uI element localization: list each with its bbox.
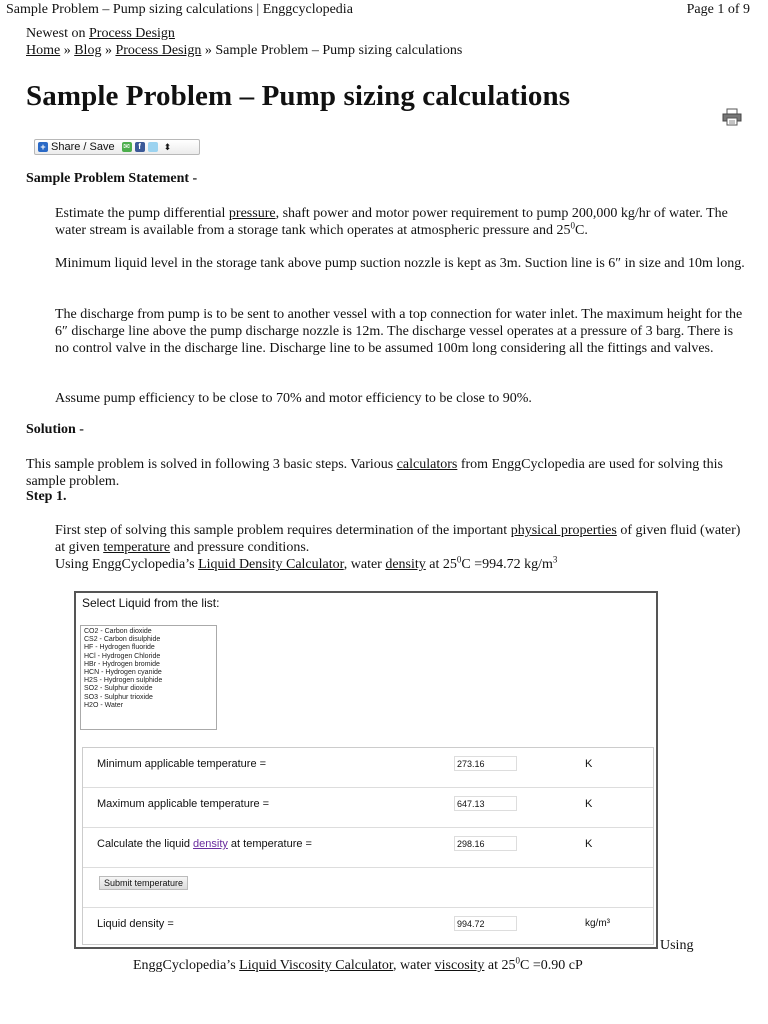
liquid-option[interactable]: SO3 - Sulphur trioxide [84,693,153,701]
liquid-density-unit: kg/m³ [585,918,610,929]
pressure-link[interactable]: pressure [228,206,276,221]
max-temp-field[interactable]: 647.13 [454,796,517,811]
select-liquid-label: Select Liquid from the list: [82,596,220,610]
twitter-icon [148,142,158,152]
breadcrumb-blog-link[interactable]: Blog [74,43,102,58]
liquid-density-calculator-screenshot [74,591,658,949]
max-temp-row [83,788,653,828]
liquid-density-calculator-link[interactable]: Liquid Density Calculator [198,557,344,572]
dropdown-arrow-icon: ⬍ [163,141,172,152]
min-temp-unit: K [585,758,593,770]
liquid-listbox[interactable] [80,625,217,730]
step-1-heading: Step 1. [26,489,67,504]
min-temp-row [83,748,653,788]
share-email-icon: ✉ [123,142,130,151]
min-temp-field[interactable]: 273.16 [454,756,517,771]
temperature-link[interactable]: temperature [103,540,171,555]
max-temp-unit: K [585,798,593,810]
calc-temp-row [83,828,653,868]
process-design-link[interactable]: Process Design [89,26,175,41]
physical-properties-link[interactable]: physical properties [510,523,617,538]
density-calc-link[interactable]: density [193,838,228,850]
liquid-viscosity-calculator-link[interactable]: Liquid Viscosity Calculator [239,958,394,973]
share-save-button[interactable] [34,139,200,155]
liquid-option[interactable]: CO2 - Carbon dioxide [84,628,152,635]
using-text: Using [660,938,694,953]
printer-icon[interactable] [722,108,742,126]
newest-on: Newest on Process Design [26,26,175,41]
liquid-option[interactable]: CS2 - Carbon disulphide [84,636,161,644]
viscosity-link[interactable]: viscosity [434,958,485,973]
liquid-option[interactable]: SO2 - Sulphur dioxide [84,685,153,693]
breadcrumb-current: Sample Problem – Pump sizing calculations [215,43,463,58]
calc-temp-input[interactable]: 298.16 [454,836,517,851]
calc-temp-unit: K [585,838,593,850]
liquid-option[interactable]: HBr - Hydrogen bromide [84,660,160,668]
step-1-paragraph: First step of solving this sample problem requires determination of the important physical properties of given fluid (water) at given temperature and pressure conditions. Using EnggCyclopedia’s Liquid Density Calculator, water density at $25^0C =994.72$ $kg/m^3$ [55,523,741,572]
liquid-option[interactable]: HCN - Hydrogen cyanide [84,669,162,677]
share-plus-icon: + [38,142,48,152]
breadcrumb-home-link[interactable]: Home [26,43,61,58]
liquid-density-label: Liquid density = [97,918,174,930]
submit-row [83,868,653,908]
problem-paragraph-1: Estimate the pump differential pressure, shaft power and motor power requirement to pump 200,000 kg/hr of water. The water stream is available from a storage tank which operates at atmospheric pressure and $25^0C$. [55,206,728,238]
calculators-link[interactable]: calculators [396,457,458,472]
facebook-icon: f [135,142,145,152]
calculator-panel [82,747,654,945]
breadcrumb-process-design-link[interactable]: Process Design [115,43,202,58]
min-temp-label: Minimum applicable temperature = [97,758,267,770]
problem-heading: Sample Problem Statement - [26,171,198,186]
problem-paragraph-3: The discharge from pump is to be sent to another vessel with a top connection for water inlet. The maximum height for the 6″ discharge line above the pump discharge nozzle is 12m. The discharge vessel operates at a pressure of 3 barg. There is no control valve in the discharge line. Discharge line to be assumed 100m long considering all the fittings and valves. [55,307,743,356]
density-link[interactable]: density [385,557,426,572]
breadcrumb: Home » Blog » Process Design » Sample Problem – Pump sizing calculations [26,43,463,58]
page-title: Sample Problem – Pump sizing calculations [26,80,571,112]
liquid-option[interactable]: HF - Hydrogen fluoride [84,644,155,652]
share-label: Share / Save [51,141,115,153]
document-header-title: Sample Problem – Pump sizing calculations | Enggcyclopedia [6,2,353,17]
problem-paragraph-2: Minimum liquid level in the storage tank above pump suction nozzle is kept as 3m. Suction line is 6″ in size and 10m long. [55,256,745,271]
solution-intro: This sample problem is solved in following 3 basic steps. Various calculators from EnggCyclopedia are used for solving this sample problem. [26,457,723,489]
submit-temperature-button[interactable]: Submit temperature [99,876,188,890]
max-temp-label: Maximum applicable temperature = [97,798,270,810]
problem-paragraph-4: Assume pump efficiency to be close to 70% and motor efficiency to be close to 90%. [55,391,532,406]
liquid-option[interactable]: H2O - Water [84,701,124,709]
viscosity-sentence: EnggCyclopedia’s Liquid Viscosity Calculator, water viscosity at $25^0C =0.90$ cP [133,955,583,973]
liquid-option[interactable]: H2S - Hydrogen sulphide [84,677,163,685]
calc-temp-label: Calculate the liquid density at temperature = [97,838,312,850]
liquid-option[interactable]: HCl - Hydrogen Chloride [84,652,161,660]
solution-heading: Solution - [26,422,84,437]
density-result-row [83,908,653,948]
page-number: Page 1 of 9 [686,2,750,17]
liquid-density-field[interactable]: 994.72 [454,916,517,931]
